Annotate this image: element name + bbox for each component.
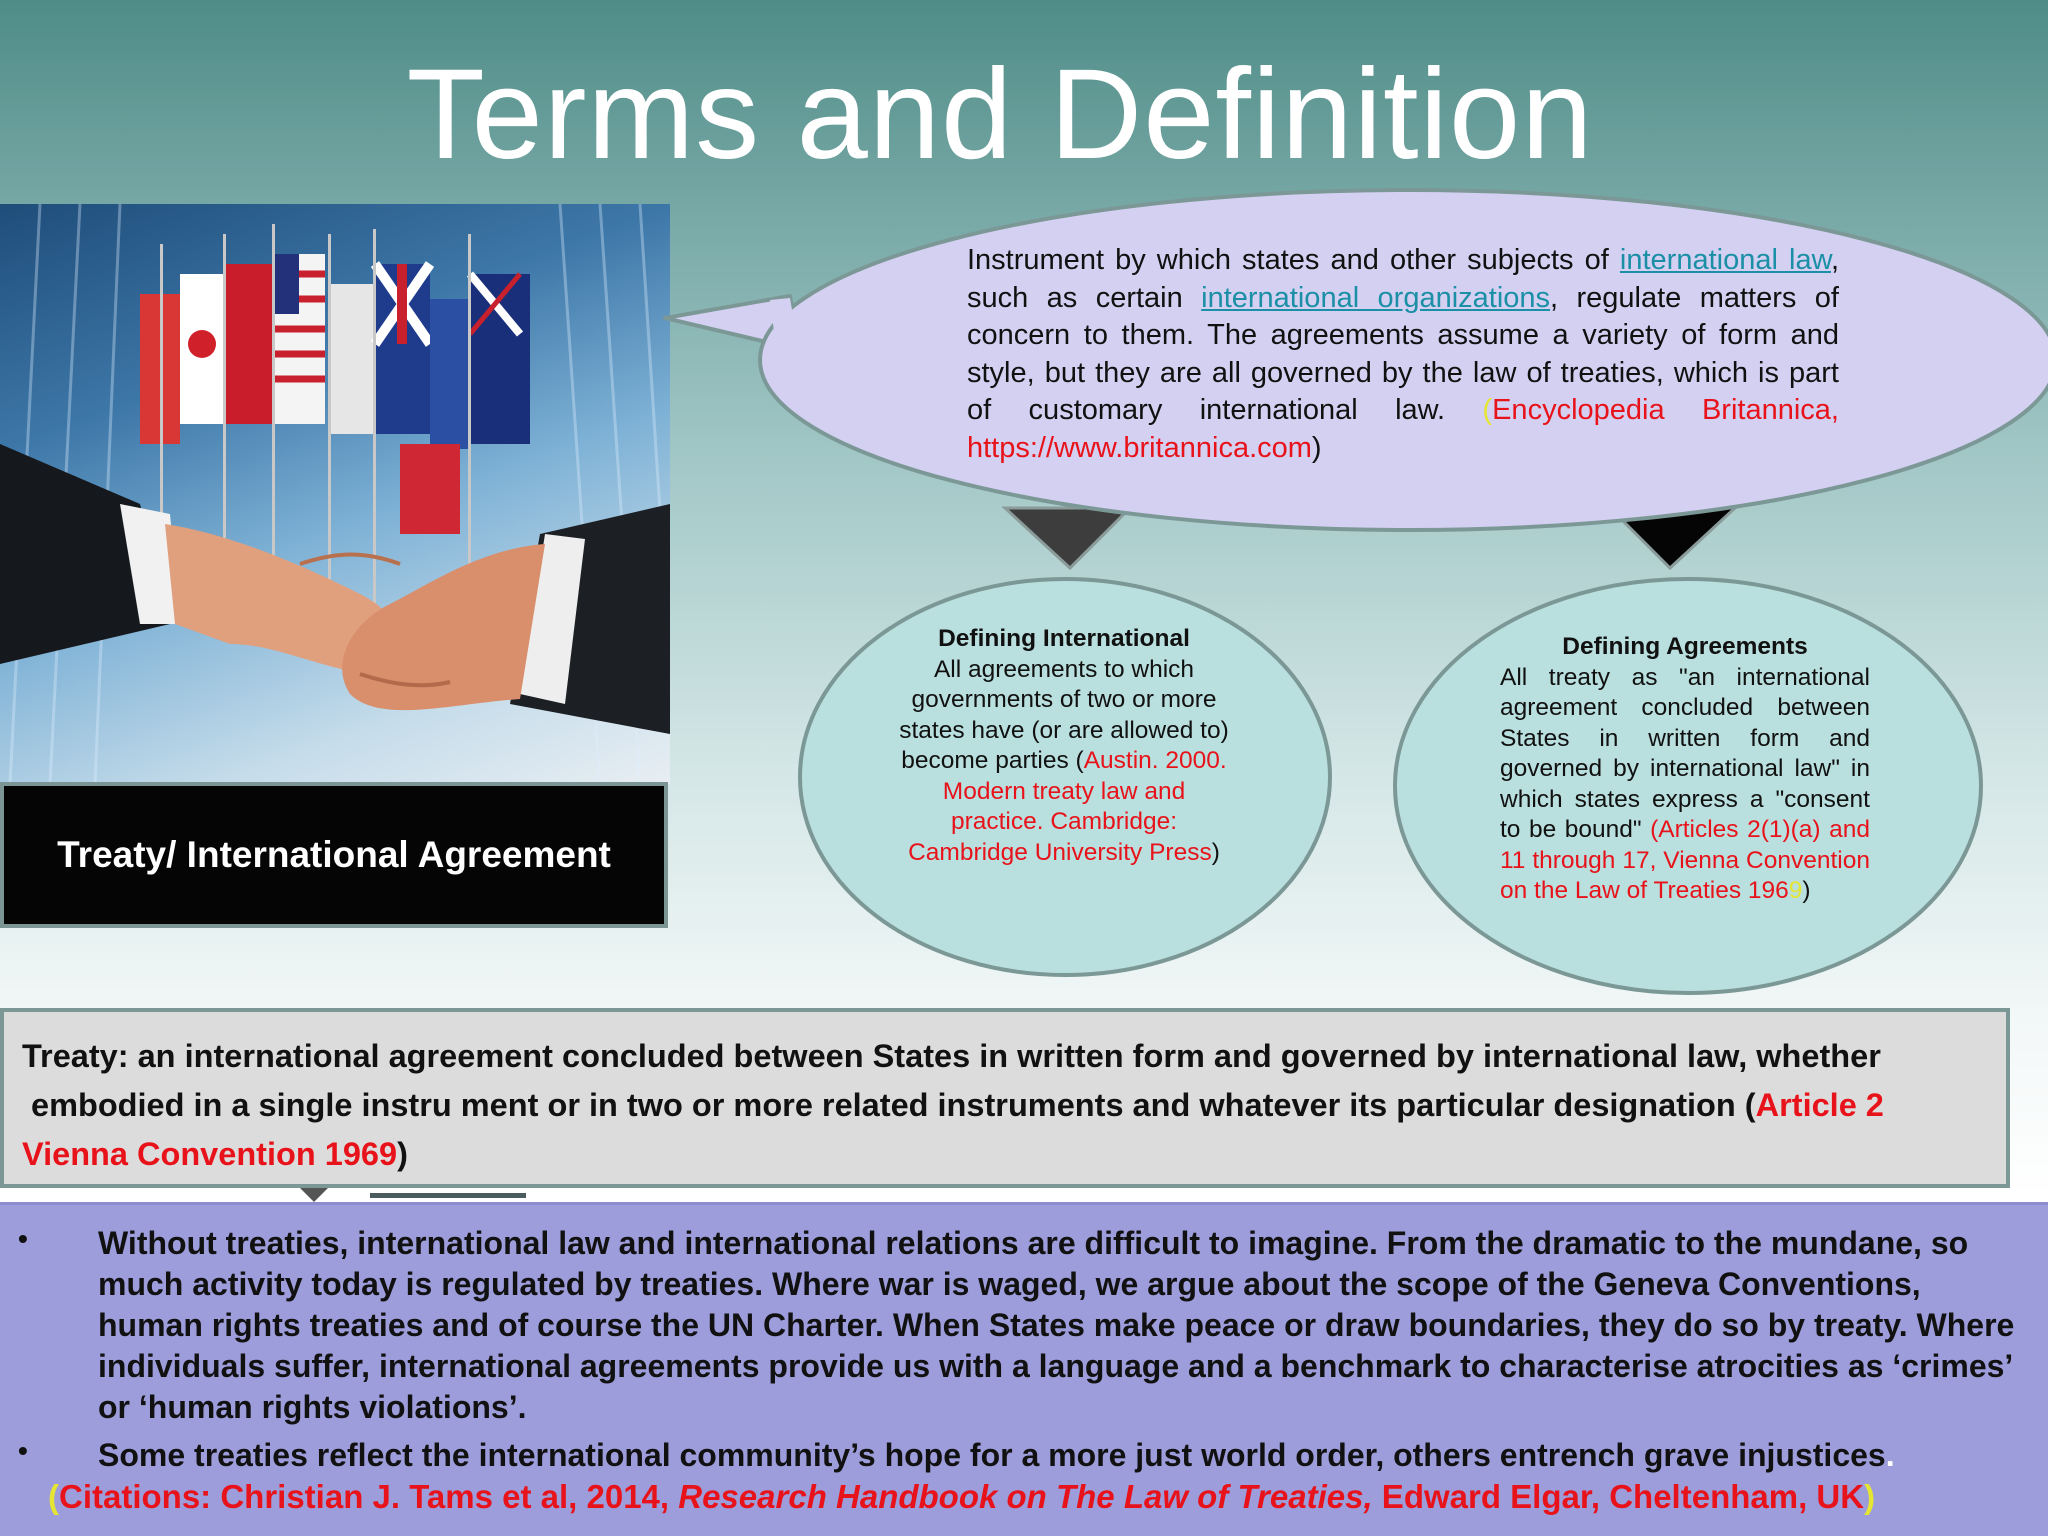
oval-left-title: Defining International (938, 625, 1190, 652)
slide-title: Terms and Definition (406, 43, 1594, 186)
citation-close-paren: ) (1864, 1478, 1876, 1515)
link-international-law[interactable]: international law (1619, 244, 1831, 276)
bullet-dot: • (18, 1223, 28, 1254)
treaty-close-paren: ) (397, 1136, 408, 1172)
bubble-text-part: Instrument by which states and other subjects of (967, 244, 1620, 276)
oval-right-citation: (Articles 2(1)(a) and 11 through 17, Vienna Convention on the Law of Treaties 196 (1500, 816, 1870, 904)
treaty-line-2 (22, 1081, 1988, 1130)
bubble-source-citation: Encyclopedia Britannica, https://www.britannica.com (967, 394, 1839, 464)
bullet-text-2 (98, 1435, 2018, 1476)
partial-arrow-shape (300, 1188, 328, 1202)
bubble-close-paren: ) (1311, 431, 1322, 464)
citation-book-title: Research Handbook on The Law of Treaties, (678, 1478, 1373, 1515)
partial-connector-line (370, 1193, 526, 1198)
bubble-text-part: , regulate matters of concern to them. The agreements assume a variety of form and style, but they are all governed by the law of treaties, which is part of customary international law. (967, 281, 1839, 426)
link-international-organizations[interactable]: international organizations (1201, 281, 1551, 314)
treaty-line-3 (22, 1130, 1988, 1179)
bubble-open-paren: ( (1482, 394, 1493, 426)
citation-open-paren: ( (48, 1478, 59, 1515)
oval-left-close: ) (1211, 838, 1220, 866)
oval-left-citation: Austin. 2000. Modern treaty law and practice. Cambridge: Cambridge University Press (908, 747, 1227, 866)
arrow-down-left (1005, 508, 1130, 568)
oval-right-text (1500, 632, 1870, 907)
treaty-citation-convention: Vienna Convention 1969 (22, 1136, 398, 1172)
bottom-citation (48, 1478, 1875, 1516)
bullet-text-2-main: Some treaties reflect the international community’s hope for a more just world order, others entrench grave injustices (98, 1437, 1886, 1473)
bullet-text-1: Without treaties, international law and international relations are difficult to imagine. From the dramatic to the mundane, so much activity today is regulated by treaties. Where war is waged, we argue about the scope of the Geneva Conventions, human rights treaties and of course the UN Charter. When States make peace or draw boundaries, they do so by treaty. Where individuals suffer, international agreements provide us with a language and a benchmark to characterise atrocities as ‘crimes’ or ‘human rights violations’. (98, 1225, 2015, 1425)
treaty-label-text: Treaty/ International Agreement (57, 834, 611, 875)
oval-right-citation-end: 9 (1788, 877, 1803, 904)
treaty-line-2-text: embodied in a single instru ment or in two or more related instruments and whatever its particular designation ( (31, 1087, 1756, 1123)
oval-right-title: Defining Agreements (1562, 633, 1808, 660)
citation-author: Citations: Christian J. Tams et al, 2014, (59, 1478, 679, 1515)
citation-publisher: Edward Elgar, Cheltenham, UK (1372, 1478, 1865, 1515)
oval-right-body: All treaty as "an international agreement concluded between States in written form and governed by international law" in which states express a "consent to be bound" (1500, 663, 1870, 843)
bubble-text-part: , such as certain (967, 244, 1839, 314)
oval-left-text (896, 624, 1232, 868)
treaty-definition-box (0, 1008, 2010, 1188)
treaty-line-1: Treaty: an international agreement concluded between States in written form and governed by international law, whether (22, 1038, 1881, 1074)
treaty-citation-article: Article 2 (1755, 1087, 1884, 1123)
bullet-text-2-end: . (1885, 1437, 1895, 1473)
oval-right-close: ) (1802, 877, 1811, 904)
bubble-definition-text (967, 242, 1839, 467)
oval-left-body: All agreements to which governments of two or more states have (or are allowed to) become parties ( (899, 655, 1229, 774)
bullet-dot: • (18, 1435, 28, 1466)
